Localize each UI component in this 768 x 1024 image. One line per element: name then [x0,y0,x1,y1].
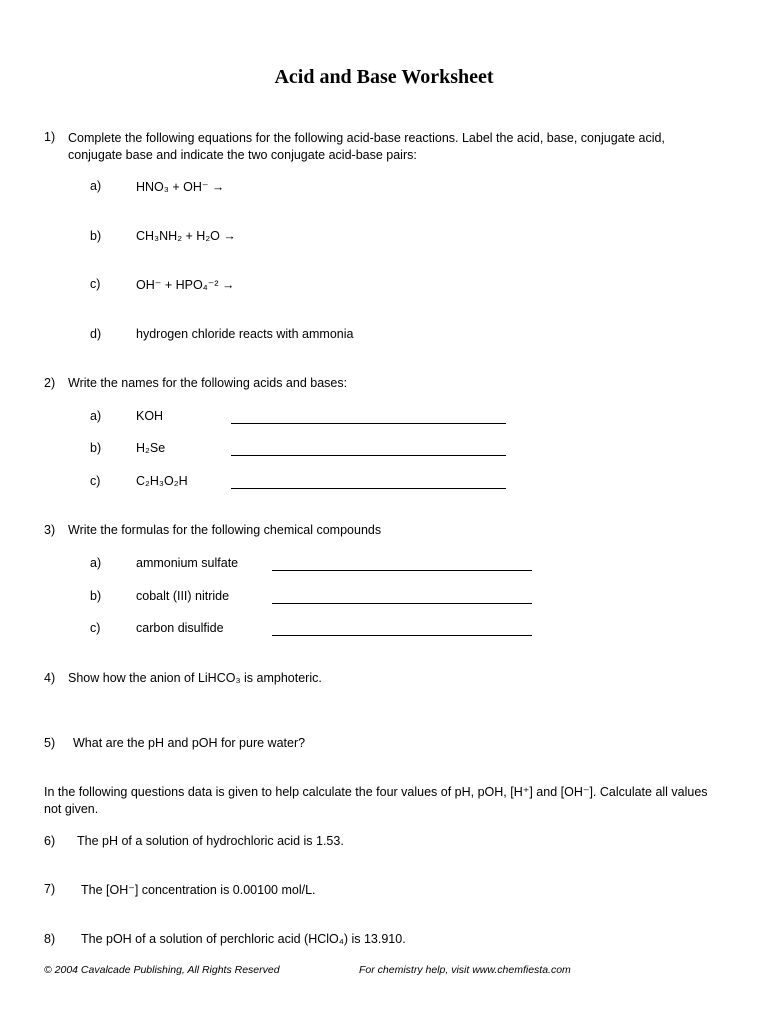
q2-item-b: H₂Se [136,441,166,455]
q1-equation-d: hydrogen chloride reacts with ammonia [136,327,354,341]
q1-text: Complete the following equations for the following acid-base reactions. Label the acid, base, conjugate acid, conjugate base and indicate the two conjugate acid-base pairs: [68,131,665,162]
q1-number: 1) [44,130,56,144]
q1-equation-b: CH₃NH₂ + H₂O → [136,229,236,243]
q5-text: What are the pH and pOH for pure water? [73,736,306,750]
q7-text: The [OH⁻] concentration is 0.00100 mol/L. [81,883,316,897]
q1-item-label: c) [90,277,101,291]
q1-equation-a: HNO₃ + OH⁻ → [136,180,225,194]
answer-blank[interactable] [231,423,506,424]
q2-text: Write the names for the following acids and bases: [68,376,348,390]
q2-number: 2) [44,376,56,390]
q5-number: 5) [44,736,56,750]
q3-text: Write the formulas for the following chemical compounds [68,523,382,537]
q3-item-label: a) [90,556,102,570]
q3-item-label: c) [90,621,101,635]
q7-number: 7) [44,882,56,896]
q1-item-label: b) [90,229,102,243]
q4-number: 4) [44,671,56,685]
q1-equation-c: OH⁻ + HPO₄⁻² → [136,278,235,292]
q4-text: Show how the anion of LiHCO₃ is amphoteric. [68,671,322,685]
q3-item-a: ammonium sulfate [136,556,239,570]
answer-blank[interactable] [231,488,506,489]
answer-blank[interactable] [272,635,532,636]
q6-number: 6) [44,834,56,848]
q2-item-label: c) [90,474,101,488]
help-link[interactable]: For chemistry help, visit www.chemfiesta.com [359,964,571,976]
q1-item-label: a) [90,179,102,193]
q2-item-c: C₂H₃O₂H [136,474,188,488]
answer-blank[interactable] [272,570,532,571]
answer-blank[interactable] [272,603,532,604]
q3-item-c: carbon disulfide [136,621,224,635]
q3-item-label: b) [90,589,102,603]
q3-number: 3) [44,523,56,537]
q2-item-a: KOH [136,409,164,423]
q2-item-label: a) [90,409,102,423]
calculation-instructions: In the following questions data is given to help calculate the four values of pH, pOH, [H⁺] and [OH⁻]. Calculate all values not given. [44,785,708,816]
q6-text: The pH of a solution of hydrochloric acid is 1.53. [77,834,344,848]
answer-blank[interactable] [231,455,506,456]
copyright-notice: © 2004 Cavalcade Publishing, All Rights Reserved [44,964,280,976]
q3-item-b: cobalt (III) nitride [136,589,230,603]
q1-item-label: d) [90,327,102,341]
q8-text: The pOH of a solution of perchloric acid (HClO₄) is 13.910. [81,932,406,946]
worksheet-title: Acid and Base Worksheet [274,66,494,88]
q2-item-label: b) [90,441,102,455]
q8-number: 8) [44,932,56,946]
